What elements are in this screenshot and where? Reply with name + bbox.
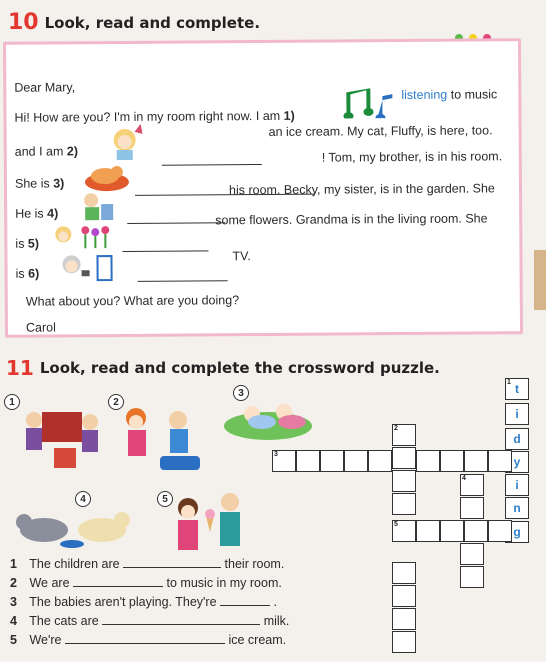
text: to music in my room.: [166, 576, 282, 590]
letter-card: [3, 38, 523, 338]
crossword-cell[interactable]: [392, 562, 416, 584]
sentence-number: 4: [10, 614, 17, 628]
answer-1-line: [401, 87, 497, 102]
picture-number: 3: [233, 385, 249, 401]
children-tidying-picture: [16, 398, 108, 472]
crossword-cell[interactable]: [505, 403, 529, 425]
crossword-cell[interactable]: [296, 450, 320, 472]
picture-number: 4: [75, 491, 91, 507]
girl-flowers-picture: [51, 222, 113, 250]
text: We're: [29, 633, 62, 647]
crossword-cell[interactable]: [392, 424, 416, 446]
sentence-number: 5: [10, 633, 17, 647]
crossword-cell[interactable]: [505, 378, 529, 400]
crossword-cell[interactable]: [392, 470, 416, 492]
crossword-cell[interactable]: [392, 631, 416, 653]
text: milk.: [263, 614, 290, 628]
crossword-cell[interactable]: [392, 608, 416, 630]
crossword-cell[interactable]: [460, 474, 484, 496]
blank-2[interactable]: [162, 153, 262, 166]
crossword-cell[interactable]: [488, 520, 512, 542]
blank[interactable]: [123, 556, 221, 568]
crossword-cell[interactable]: [416, 450, 440, 472]
boy-tidying-picture: [77, 190, 117, 222]
blank[interactable]: [65, 632, 225, 644]
music-notes-icon: [336, 88, 396, 118]
sentence-number: 2: [10, 576, 17, 590]
blank[interactable]: [73, 575, 163, 587]
crossword-cell[interactable]: [392, 585, 416, 607]
children-eating-ice-cream-picture: [164, 486, 254, 554]
crossword-cell[interactable]: [460, 497, 484, 519]
cell-letter: i: [515, 407, 519, 421]
clue-number: 2: [394, 425, 398, 432]
page-edge-strip: [534, 250, 546, 310]
letter-line-6b: TV.: [232, 249, 251, 264]
exercise-10-header: [8, 10, 260, 35]
text: The babies aren't playing. They're: [29, 595, 217, 609]
letter-question: What about you? What are you doing?: [25, 293, 240, 309]
crossword-cell[interactable]: [505, 428, 529, 450]
crossword-cell[interactable]: [440, 450, 464, 472]
cell-letter: t: [515, 382, 519, 396]
text: is: [15, 266, 25, 281]
babies-sleeping-picture: [222, 396, 314, 442]
letter-line-4: [15, 206, 58, 220]
blank[interactable]: [220, 594, 270, 606]
crossword-cell[interactable]: [392, 447, 416, 469]
text: and I am: [14, 144, 64, 159]
crossword-cell[interactable]: [464, 520, 488, 542]
sentence-1: [10, 556, 289, 575]
text: She is: [14, 176, 50, 191]
clue-number: 5: [394, 521, 398, 528]
text: Hi! How are you? I'm in my room right now. I am: [14, 108, 281, 125]
text: We are: [29, 576, 70, 590]
cell-letter: g: [513, 525, 521, 539]
crossword-cell[interactable]: [488, 450, 512, 472]
letter-line-1: [14, 109, 294, 125]
cats-drinking-milk-picture: [10, 500, 140, 550]
text: their room.: [224, 557, 285, 571]
item-number: 2): [66, 144, 79, 159]
crossword-cell[interactable]: [272, 450, 296, 472]
cell-letter: i: [515, 478, 519, 492]
cell-letter: y: [513, 455, 521, 469]
crossword-cell[interactable]: [416, 520, 440, 542]
letter-signature: Carol: [25, 320, 56, 335]
item-number: 4): [47, 206, 59, 221]
clue-number: 3: [274, 451, 278, 458]
item-number: 3): [53, 176, 65, 191]
crossword-cell[interactable]: [505, 497, 529, 519]
text: to music: [450, 87, 498, 102]
text: The children are: [29, 557, 120, 571]
crossword-cell[interactable]: [505, 474, 529, 496]
exercise-title: Look, read and complete the crossword puzzle.: [39, 359, 440, 377]
letter-line-2: [15, 144, 78, 158]
item-number: 6): [28, 266, 40, 281]
sentence-5: [10, 632, 289, 651]
crossword-cell[interactable]: [460, 543, 484, 565]
blank-4[interactable]: [127, 211, 225, 224]
crossword-cell[interactable]: [392, 493, 416, 515]
sentence-number: 3: [10, 595, 17, 609]
text: .: [273, 595, 277, 609]
answer-1: listening: [401, 87, 448, 103]
crossword-cell[interactable]: [320, 450, 344, 472]
sleeping-cat-picture: [83, 162, 131, 192]
clue-number: 1: [507, 379, 511, 386]
letter-line-3: [15, 176, 64, 190]
picture-number: 1: [4, 394, 20, 410]
item-number: 1): [283, 108, 295, 123]
blank[interactable]: [102, 613, 260, 625]
letter-greeting: Dear Mary,: [14, 80, 76, 95]
crossword-cell[interactable]: [460, 566, 484, 588]
crossword-cell[interactable]: [344, 450, 368, 472]
text: is: [15, 236, 25, 251]
crossword-cell[interactable]: [464, 450, 488, 472]
exercise-title: Look, read and complete.: [44, 13, 261, 32]
letter-line-5b: some flowers. Grandma is in the living room. She: [215, 211, 488, 228]
crossword-cell[interactable]: [440, 520, 464, 542]
text: The cats are: [29, 614, 99, 628]
item-number: 5): [27, 236, 40, 251]
children-listening-music-picture: [116, 398, 208, 474]
sentence-2: [10, 575, 289, 594]
sentence-4: [10, 613, 289, 632]
letter-line-2b: an ice cream. My cat, Fluffy, is here, too.: [268, 123, 493, 139]
text: ice cream.: [228, 633, 287, 647]
letter-line-3b: ! Tom, my brother, is in his room.: [321, 149, 503, 165]
exercise-number: 11: [6, 356, 34, 380]
cell-letter: d: [513, 432, 521, 446]
letter-line-5: [15, 237, 39, 251]
exercise-11-header: [6, 356, 440, 380]
crossword-cell[interactable]: [368, 450, 392, 472]
sentence-3: [10, 594, 289, 613]
sentence-number: 1: [10, 557, 17, 571]
blank-5[interactable]: [122, 239, 208, 252]
clue-number: 4: [462, 475, 466, 482]
crossword-sentences: [10, 556, 289, 651]
girl-ice-cream-picture: [107, 124, 147, 160]
exercise-number: 10: [8, 10, 39, 35]
letter-line-6: [16, 267, 40, 281]
letter-line-4b: his room. Becky, my sister, is in the garden. She: [228, 181, 495, 198]
blank-6[interactable]: [138, 269, 228, 282]
picture-number: 2: [108, 394, 124, 410]
picture-number: 5: [157, 491, 173, 507]
cell-letter: n: [513, 501, 521, 515]
grandma-tv-picture: [59, 252, 115, 282]
crossword-cell[interactable]: [392, 520, 416, 542]
text: He is: [15, 206, 44, 221]
